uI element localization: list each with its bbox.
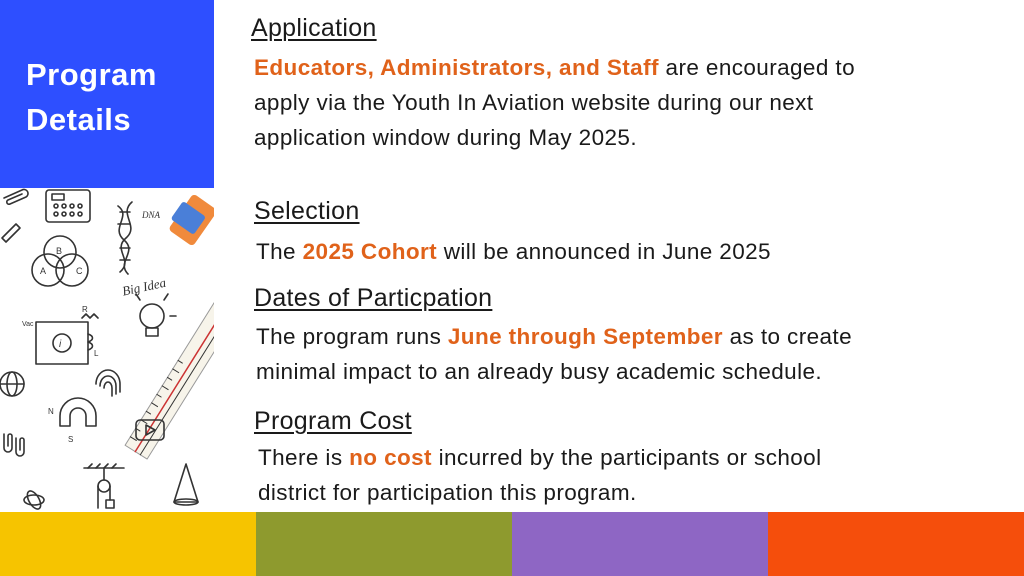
cost-heading: Program Cost	[254, 407, 412, 435]
color-bar-segment-orange	[768, 512, 1024, 576]
dates-heading: Dates of Particpation	[254, 284, 493, 312]
lightbulb-icon	[136, 294, 176, 336]
atom-icon	[24, 489, 44, 511]
slide-title-line-2: Details	[26, 102, 132, 137]
cost-pre: There is	[258, 445, 350, 470]
cost-post: incurred by the participants or school	[431, 445, 822, 470]
dates-line-2: minimal impact to an already busy academic schedule.	[256, 359, 823, 384]
dates-line-1	[256, 319, 852, 354]
application-line-3: application window during May 2025.	[254, 125, 637, 150]
dna-label: DNA	[142, 210, 160, 220]
ruler-icon	[125, 301, 214, 459]
application-heading: Application	[251, 14, 377, 42]
application-body	[254, 50, 855, 155]
application-highlight: Educators, Administrators, and Staff	[254, 55, 659, 80]
science-doodle-illustration	[0, 188, 214, 512]
paperclip-icon	[4, 189, 28, 204]
selection-line-1	[256, 234, 771, 269]
dates-post: as to create	[722, 324, 852, 349]
venn-diagram-icon	[32, 236, 88, 286]
cost-line-1	[258, 440, 822, 475]
color-bar-segment-yellow	[0, 512, 256, 576]
globe-icon	[0, 372, 24, 396]
application-line-1	[254, 50, 855, 85]
selection-body	[256, 234, 771, 269]
eraser-icon	[168, 193, 214, 246]
bottom-color-bar	[0, 512, 1024, 576]
selection-highlight: 2025 Cohort	[302, 239, 438, 264]
venn-label-b: B	[56, 246, 63, 256]
doodle-drawing	[0, 188, 214, 512]
color-bar-segment-olive	[256, 512, 512, 576]
cost-highlight: no cost	[349, 445, 432, 470]
dates-pre: The program runs	[256, 324, 448, 349]
color-bar-segment-purple	[512, 512, 768, 576]
selection-post: will be announced in June 2025	[437, 239, 771, 264]
pulley-icon	[84, 464, 124, 508]
circuit-icon	[36, 314, 98, 364]
dates-highlight: June through September	[447, 324, 723, 349]
slide-title-line-1: Program	[26, 57, 157, 92]
magnet-label-n: N	[48, 407, 54, 416]
calculator-icon	[46, 190, 90, 222]
cost-body	[258, 440, 822, 510]
circuit-label-vac: Vac	[22, 321, 34, 328]
dna-helix-icon	[118, 202, 132, 274]
slide-title	[26, 52, 157, 142]
cost-line-2: district for participation this program.	[258, 480, 637, 505]
cone-icon	[174, 464, 198, 505]
fingerprint-icon	[96, 370, 120, 396]
circuit-label-i: i	[59, 339, 62, 350]
big-idea-label: Big Idea	[120, 274, 168, 299]
application-line-1-rest: are encouraged to	[658, 55, 855, 80]
paperclip-icon	[16, 438, 24, 456]
application-line-2: apply via the Youth In Aviation website during our next	[254, 90, 814, 115]
magnet-label-s: S	[68, 435, 74, 444]
circuit-label-r: R	[82, 305, 88, 314]
selection-heading: Selection	[254, 197, 360, 225]
selection-pre: The	[256, 239, 303, 264]
pen-icon	[2, 224, 20, 242]
magnet-icon	[60, 398, 96, 426]
paperclip-icon	[4, 434, 12, 452]
venn-label-a: A	[40, 266, 47, 276]
venn-label-c: C	[76, 266, 83, 276]
title-block	[0, 0, 214, 188]
circuit-label-l: L	[94, 349, 99, 358]
dates-body	[256, 319, 852, 389]
